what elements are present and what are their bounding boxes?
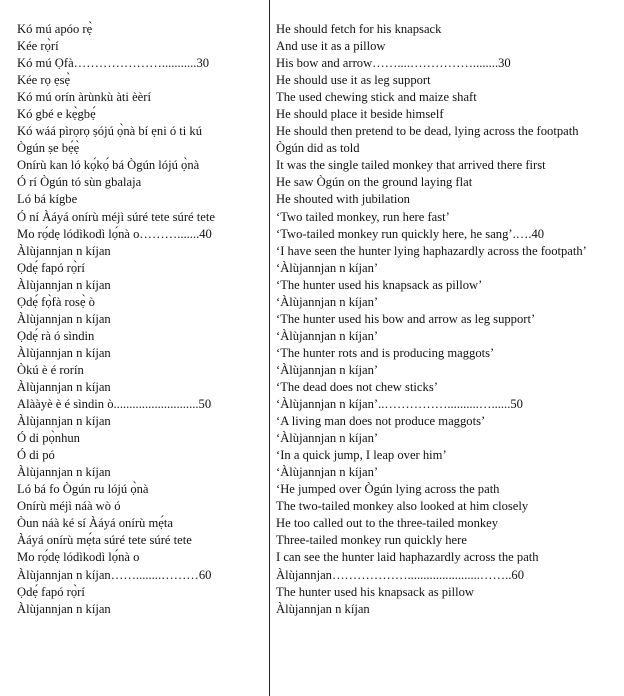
verse-line: Ó di pó bbox=[17, 448, 55, 463]
translation-line: He should place it beside himself bbox=[276, 107, 444, 122]
translation-line: ‘Two-tailed monkey run quickly here, he sang’.….40 bbox=[276, 226, 545, 241]
translation-line: The used chewing stick and maize shaft bbox=[276, 90, 477, 105]
translation-line: He saw Ògún on the ground laying flat bbox=[276, 175, 473, 190]
verse-line: Àlùjannjan n kíjan bbox=[17, 277, 111, 292]
verse-line: Kée rọ ẹsẹ̀ bbox=[17, 73, 71, 88]
translation-line: ‘Àlùjannjan n kíjan’ bbox=[276, 294, 379, 309]
verse-line: Ọdẹ́ fapó rọ̀rí bbox=[17, 260, 85, 275]
translation-line: ‘Two tailed monkey, run here fast’ bbox=[276, 209, 450, 224]
translation-line: ‘I have seen the hunter lying haphazardly across the footpath’ bbox=[276, 243, 587, 258]
translation-line: He shouted with jubilation bbox=[276, 192, 410, 207]
verse-line: Mo rọ́dẹ lódìkodì lọ́nà o……….......40 bbox=[17, 226, 212, 241]
translation-line: ‘Àlùjannjan n kíjan’ bbox=[276, 260, 379, 275]
translation-line: ‘In a quick jump, I leap over him’ bbox=[276, 448, 447, 463]
translation-line: He too called out to the three-tailed monkey bbox=[276, 516, 499, 531]
translation-line: It was the single tailed monkey that arrived there first bbox=[276, 158, 546, 173]
translation-line: ‘Àlùjannjan n kíjan’ bbox=[276, 465, 379, 480]
verse-line: Àlùjannjan n kíjan bbox=[17, 379, 111, 394]
verse-line: Ló bá kígbe bbox=[17, 192, 78, 207]
translation-line: ‘Àlùjannjan n kíjan’ bbox=[276, 362, 379, 377]
translation-line: ‘A living man does not produce maggots’ bbox=[276, 414, 486, 429]
verse-line: Ló bá fo Ògún ru lójú ọ̀nà bbox=[17, 482, 149, 497]
translation-line: The two-tailed monkey also looked at him closely bbox=[276, 499, 529, 514]
verse-line: Àlùjannjan n kíjan bbox=[17, 414, 111, 429]
verse-line: Kó mú apóo rẹ̀ bbox=[17, 22, 93, 36]
verse-line: Àlùjannjan n kíjan bbox=[17, 311, 111, 326]
verse-line: Kó gbé e kẹ̀gbẹ́ bbox=[17, 107, 96, 122]
verse-line: Àlùjannjan n kíjan bbox=[17, 465, 111, 480]
translation-line: He should use it as leg support bbox=[276, 73, 431, 88]
translation-line: ‘The hunter used his bow and arrow as leg support’ bbox=[276, 311, 536, 326]
verse-line: Òun náà ké sí Àáyá onírù mẹ́ta bbox=[17, 516, 173, 531]
translation-line: ‘He jumped over Ògún lying across the path bbox=[276, 482, 500, 497]
translation-line: Ògún did as told bbox=[276, 141, 360, 156]
verse-line: Kó mú Ọfà…………………...........30 bbox=[17, 56, 210, 71]
translation-line: ‘The hunter rots and is producing maggots’ bbox=[276, 345, 495, 360]
verse-line: Kée rọ̀rí bbox=[17, 39, 59, 54]
verse-line: Ọdẹ́ fapó rọ̀rí bbox=[17, 584, 85, 599]
verse-line: Ó ní Àáyá onírù méjì súré tete súré tete bbox=[17, 209, 215, 224]
translation-line: I can see the hunter laid haphazardly across the path bbox=[276, 550, 539, 565]
translation-line: He should then pretend to be dead, lying across the footpath bbox=[276, 124, 579, 139]
column-divider bbox=[269, 0, 270, 696]
verse-line: Àlùjannjan n kíjan bbox=[17, 243, 111, 258]
verse-line: Alààyè è é sìndin ò...........................50 bbox=[17, 397, 212, 412]
translation-line: His bow and arrow……....……………........30 bbox=[276, 56, 511, 71]
translation-line: He should fetch for his knapsack bbox=[276, 22, 442, 36]
verse-line: Onírù méjì náà wò ó bbox=[17, 499, 121, 514]
english-translation-column bbox=[276, 21, 602, 618]
verse-line: Àáyá onírù mẹ́ta súré tete súré tete bbox=[17, 533, 192, 548]
translation-line: Three-tailed monkey run quickly here bbox=[276, 533, 467, 548]
translation-line: ‘Àlùjannjan n kíjan’ bbox=[276, 328, 379, 343]
verse-line: Àlùjannjan n kíjan bbox=[17, 345, 111, 360]
translation-line: Àlùjannjan n kíjan bbox=[276, 601, 370, 616]
translation-line: And use it as a pillow bbox=[276, 39, 386, 54]
verse-line: Kó mú orín àrùnkù àti èèrí bbox=[17, 90, 151, 105]
verse-line: Àlùjannjan n kíjan……........………60 bbox=[17, 567, 212, 582]
verse-line: Ó di pọ̀nhun bbox=[17, 431, 80, 446]
translation-line: The hunter used his knapsack as pillow bbox=[276, 584, 474, 599]
yoruba-text-column bbox=[17, 21, 253, 618]
verse-line: Àlùjannjan n kíjan bbox=[17, 601, 111, 616]
verse-line: Ó rí Ògún tó sùn gbalaja bbox=[17, 175, 142, 190]
translation-line: ‘Àlùjannjan n kíjan’ bbox=[276, 431, 379, 446]
verse-line: Ògún ṣe bẹ́ẹ̀ bbox=[17, 141, 80, 156]
translation-line: ‘The dead does not chew sticks’ bbox=[276, 379, 438, 394]
verse-line: Onírù kan ló kọ́kọ́ bá Ògún lójú ọ̀nà bbox=[17, 158, 200, 173]
translation-line: ‘The hunter used his knapsack as pillow’ bbox=[276, 277, 483, 292]
verse-line: Ọdẹ́ rà ó sìndin bbox=[17, 328, 95, 343]
translation-line: ‘Àlùjannjan n kíjan’..……………..........…......50 bbox=[276, 397, 523, 412]
translation-line: Àlùjannjan……………….......................……..60 bbox=[276, 567, 525, 582]
verse-line: Ọdẹ́ fọ̀fà rosẹ̀ ò bbox=[17, 294, 95, 309]
verse-line: Mo rọ́dẹ lódìkodì lọ́nà o bbox=[17, 550, 140, 565]
verse-line: Òkú è é rorín bbox=[17, 362, 84, 377]
verse-line: Kó wáá pìrọrọ ṣójú ọ̀nà bí ẹni ó ti kú bbox=[17, 124, 203, 139]
